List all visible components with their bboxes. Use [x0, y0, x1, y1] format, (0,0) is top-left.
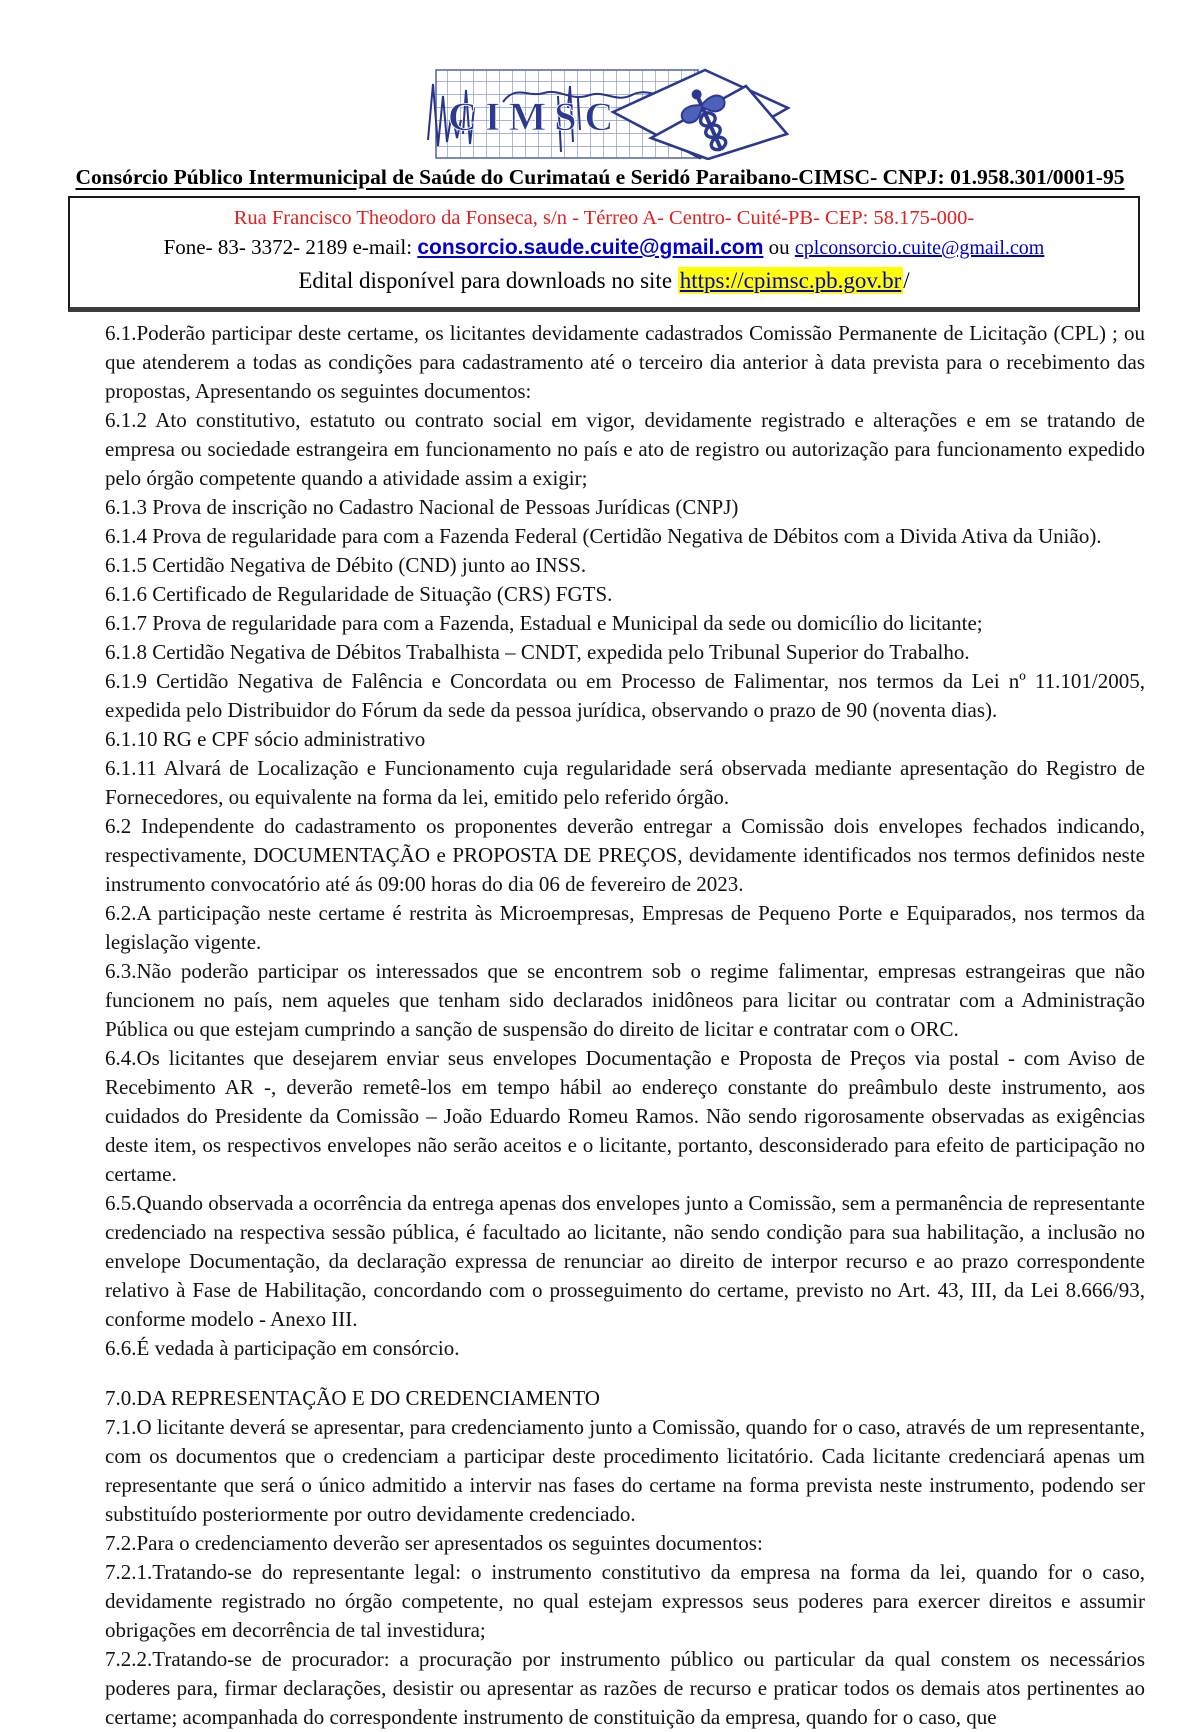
- phone-label: Fone- 83- 3372- 2189 e-mail:: [163, 235, 418, 259]
- logo-acronym: CIMSC: [447, 94, 621, 139]
- paragraph: 6.5.Quando observada a ocorrência da entrega apenas dos envelopes junto a Comissão, sem a permanência de representante credenciado na respectiva sessão pública, é facultado ao licitante, não sendo condição para sua habilitação, a inclusão no envelope Documentação, da declaração expressa de renunciar ao direito de interpor recurso e ao prazo correspondente relativo à Fase de Habilitação, concordando com o prosseguimento do certame, previsto no Art. 43, III, da Lei 8.666/93, conforme modelo - Anexo III.: [105, 1191, 1145, 1331]
- section-heading: 7.0.DA REPRESENTAÇÃO E DO CREDENCIAMENTO: [105, 1386, 600, 1410]
- edital-suffix: /: [903, 268, 910, 293]
- paragraph: 6.4.Os licitantes que desejarem enviar seus envelopes Documentação e Proposta de Preços via postal - com Aviso de Recebimento AR -, deverão remetê-los em tempo hábil ao endereço constante do preâmbulo deste instrumento, aos cuidados do Presidente da Comissão – João Eduardo Romeu Ramos. Não sendo rigorosamente observadas as exigências deste item, os respectivos envelopes não serão aceitos e o licitante, portanto, desconsiderado para efeito de participação no certame.: [105, 1046, 1145, 1186]
- paragraph: 6.1.11 Alvará de Localização e Funcionamento cuja regularidade será observada mediante apresentação do Registro de Fornecedores, ou equivalente na forma da lei, emitido pelo referido órgão.: [105, 756, 1145, 809]
- secondary-email-link[interactable]: cplconsorcio.cuite@gmail.com: [794, 237, 1045, 259]
- header-info-box: [68, 196, 1140, 312]
- phone-email-line: [70, 232, 1138, 264]
- address-line: Rua Francisco Theodoro da Fonseca, s/n - Térreo A- Centro- Cuité-PB- CEP: 58.175-000-: [233, 207, 975, 229]
- cimsc-logo: [0, 0, 1200, 160]
- logo-graphic: [408, 68, 793, 160]
- paragraph: 6.1.8 Certidão Negativa de Débitos Trabalhista – CNDT, expedida pelo Tribunal Superior do Trabalho.: [105, 640, 970, 664]
- paragraph: 6.1.5 Certidão Negativa de Débito (CND) junto ao INSS.: [105, 553, 587, 577]
- document-title: Consórcio Público Intermunicipal de Saúde do Curimataú e Seridó Paraibano-CIMSC- CNPJ: 01.958.301/0001-95: [75, 165, 1125, 189]
- primary-email-link[interactable]: consorcio.saude.cuite@gmail.com: [417, 236, 764, 259]
- paragraph: 6.1.9 Certidão Negativa de Falência e Concordata ou em Processo de Falimentar, nos termos da Lei nº 11.101/2005, expedida pelo Distribuidor do Fórum da sede da pessoa jurídica, observando o prazo de 90 (noventa dias).: [105, 669, 1145, 722]
- paragraph: 7.2.2.Tratando-se de procurador: a procuração por instrumento público ou particular da qual constem os necessários poderes para, firmar declarações, desistir ou apresentar as razões de recurso e praticar todos os demais atos pertinentes ao certame; acompanhada do correspondente instrumento de constituição da empresa, quando for o caso, que: [105, 1647, 1145, 1729]
- document-body: [105, 319, 1145, 1732]
- paragraph: 6.2.A participação neste certame é restrita às Microempresas, Empresas de Pequeno Porte e Equiparados, nos termos da legislação vigente.: [105, 901, 1145, 954]
- paragraph: 6.2 Independente do cadastramento os proponentes deverão entregar a Comissão dois envelopes fechados indicando, respectivamente, DOCUMENTAÇÃO e PROPOSTA DE PREÇOS, devidamente identificados nos termos definidos neste instrumento convocatório até ás 09:00 horas do dia 06 de fevereiro de 2023.: [105, 814, 1145, 896]
- paragraph: 6.1.3 Prova de inscrição no Cadastro Nacional de Pessoas Jurídicas (CNPJ): [105, 495, 739, 519]
- paragraph: 6.1.4 Prova de regularidade para com a Fazenda Federal (Certidão Negativa de Débitos com a Divida Ativa da União).: [105, 524, 1102, 548]
- paragraph: 6.1.Poderão participar deste certame, os licitantes devidamente cadastrados Comissão Permanente de Licitação (CPL) ; ou que atenderem a todas as condições para cadastramento até o terceiro dia anterior à data prevista para o recebimento das propostas, Apresentando os seguintes documentos:: [105, 321, 1145, 403]
- paragraph: 6.1.7 Prova de regularidade para com a Fazenda, Estadual e Municipal da sede ou domicílio do licitante;: [105, 611, 983, 635]
- paragraph: 6.1.6 Certificado de Regularidade de Situação (CRS) FGTS.: [105, 582, 613, 606]
- paragraph: 6.1.2 Ato constitutivo, estatuto ou contrato social em vigor, devidamente registrado e alterações e em se tratando de empresa ou sociedade estrangeira em funcionamento no país e ato de registro ou autorização para funcionamento expedido pelo órgão competente quando a atividade assim a exigir;: [105, 408, 1145, 490]
- paragraph: 7.2.Para o credenciamento deverão ser apresentados os seguintes documentos:: [105, 1531, 763, 1555]
- edital-label: Edital disponível para downloads no site: [298, 268, 678, 293]
- paragraph: 7.2.1.Tratando-se do representante legal: o instrumento constitutivo da empresa na forma da lei, quando for o caso, devidamente registrado no órgão competente, no qual estejam expressos seus poderes para exercer direitos e assumir obrigações em decorrência de tal investidura;: [105, 1560, 1145, 1642]
- email-separator: ou: [763, 235, 795, 259]
- paragraph: 6.3.Não poderão participar os interessados que se encontrem sob o regime falimentar, empresas estrangeiras que não funcionem no país, nem aqueles que tenham sido declarados inidôneos para licitar ou contratar com a Administração Pública ou que estejam cumprindo a sanção de suspensão do direito de licitar e contratar com o ORC.: [105, 959, 1145, 1041]
- paragraph: 6.1.10 RG e CPF sócio administrativo: [105, 727, 426, 751]
- edital-url-link[interactable]: https://cpimsc.pb.gov.br: [679, 268, 902, 293]
- edital-line: [70, 264, 1138, 297]
- paragraph: 6.6.É vedada à participação em consórcio.: [105, 1336, 460, 1360]
- paragraph: 7.1.O licitante deverá se apresentar, para credenciamento junto a Comissão, quando for o caso, através de um representante, com os documentos que o credenciam a participar deste procedimento licitatório. Cada licitante credenciará apenas um representante que será o único admitido a intervir nas fases do certame na forma prevista neste instrumento, podendo ser substituído posteriormente por outro devidamente credenciado.: [105, 1415, 1145, 1526]
